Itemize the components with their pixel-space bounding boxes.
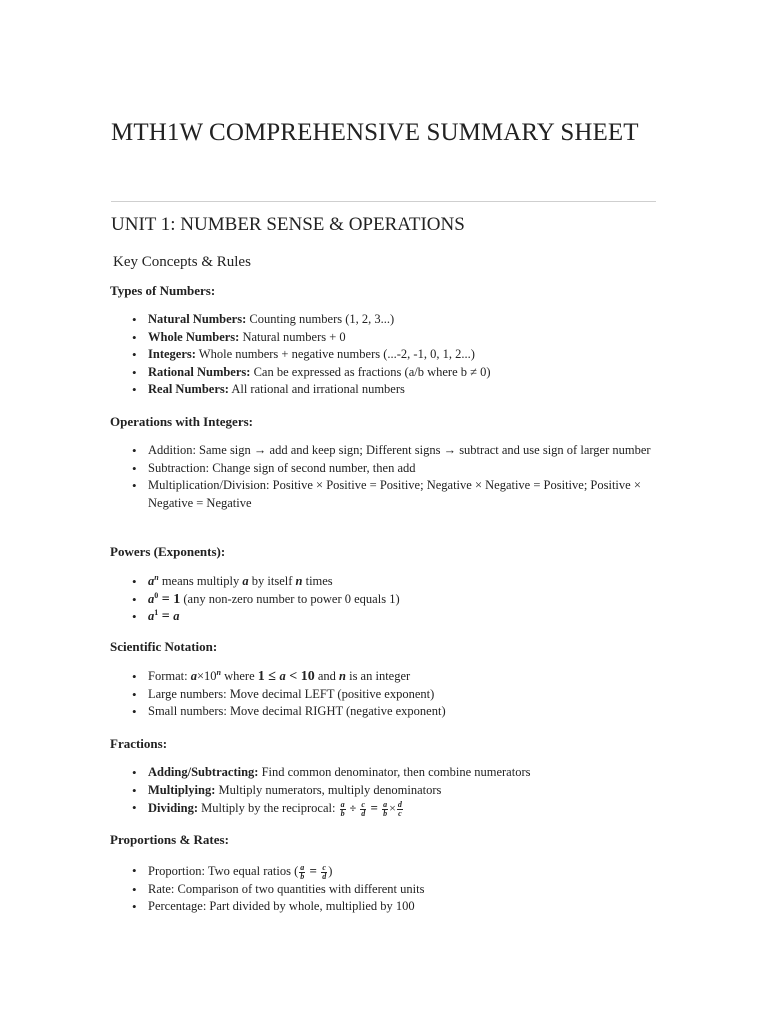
operations-list bbox=[130, 442, 660, 512]
list-item: • Subtraction: Change sign of second number, then add bbox=[130, 460, 660, 478]
types-of-numbers-list bbox=[130, 311, 660, 399]
list-item: • $a^0 = 1$ (any non-zero number to power 0 equals 1) bbox=[130, 591, 660, 609]
list-item: • Percentage: Part divided by whole, multiplied by 100 bbox=[130, 898, 660, 916]
title-divider bbox=[111, 201, 656, 202]
operations-heading: Operations with Integers: bbox=[110, 414, 253, 429]
list-item: • Rational Numbers: Can be expressed as fractions (a/b where b ≠ 0) bbox=[130, 364, 660, 382]
proportions-list bbox=[130, 862, 660, 916]
list-item: • Dividing: Multiply by the reciprocal: $\frac{a}{b}$ ÷ $\frac{c}{d}$ = $\frac{a}{b}$ × $\frac{d}{c}$ bbox=[130, 799, 660, 818]
fraction-c-d: $\frac{c}{d}$ bbox=[361, 799, 366, 818]
scientific-notation-heading: Scientific Notation: bbox=[110, 639, 218, 654]
list-item: • Real Numbers: All rational and irrational numbers bbox=[130, 381, 660, 399]
fraction-a-b: $\frac{a}{b}$ bbox=[383, 799, 388, 818]
document-title: MTH1W COMPREHENSIVE SUMMARY SHEET bbox=[111, 119, 639, 146]
powers-list bbox=[130, 573, 660, 626]
proportions-heading: Proportions & Rates: bbox=[110, 832, 229, 847]
scientific-notation-list bbox=[130, 668, 660, 721]
list-item: • Addition: Same sign → add and keep sign; Different signs → subtract and use sign of larger number bbox=[130, 442, 660, 460]
list-item: • Proportion: Two equal ratios ( $\frac{a}{b}$ = $\frac{c}{d}$ ) bbox=[130, 862, 660, 881]
list-item: • Large numbers: Move decimal LEFT (positive exponent) bbox=[130, 686, 660, 704]
list-item: • Integers: Whole numbers + negative numbers (...-2, -1, 0, 1, 2...) bbox=[130, 346, 660, 364]
types-of-numbers-heading: Types of Numbers: bbox=[110, 283, 216, 298]
list-item: • Adding/Subtracting: Find common denominator, then combine numerators bbox=[130, 764, 660, 782]
list-item: • $a^1 = a$ bbox=[130, 608, 660, 626]
fraction-d-c: $\frac{d}{c}$ bbox=[397, 799, 402, 818]
list-item: • $a^n$ means multiply a by itself n times bbox=[130, 573, 660, 591]
list-item: • Multiplication/Division: Positive × Positive = Positive; Negative × Negative = Positive; Positive × Negative = Negative bbox=[130, 477, 660, 512]
fraction-a-b: $\frac{a}{b}$ bbox=[340, 799, 345, 818]
fractions-heading: Fractions: bbox=[110, 736, 168, 751]
list-item: • Small numbers: Move decimal RIGHT (negative exponent) bbox=[130, 703, 660, 721]
powers-heading: Powers (Exponents): bbox=[110, 544, 226, 559]
list-item: • Multiplying: Multiply numerators, multiply denominators bbox=[130, 782, 660, 800]
fraction-c-d: $\frac{c}{d}$ bbox=[322, 862, 327, 881]
unit-title: UNIT 1: NUMBER SENSE & OPERATIONS bbox=[111, 214, 465, 235]
list-item: • Natural Numbers: Counting numbers (1, 2, 3...) bbox=[130, 311, 660, 329]
list-item: • Format: $a\times 10^n$ where 1 ≤ a < 10 and n is an integer bbox=[130, 668, 660, 686]
fractions-list bbox=[130, 764, 660, 818]
list-item: • Rate: Comparison of two quantities with different units bbox=[130, 881, 660, 899]
list-item: • Whole Numbers: Natural numbers + 0 bbox=[130, 329, 660, 347]
key-concepts-heading: Key Concepts & Rules bbox=[113, 254, 251, 270]
fraction-a-b: $\frac{a}{b}$ bbox=[300, 862, 305, 881]
